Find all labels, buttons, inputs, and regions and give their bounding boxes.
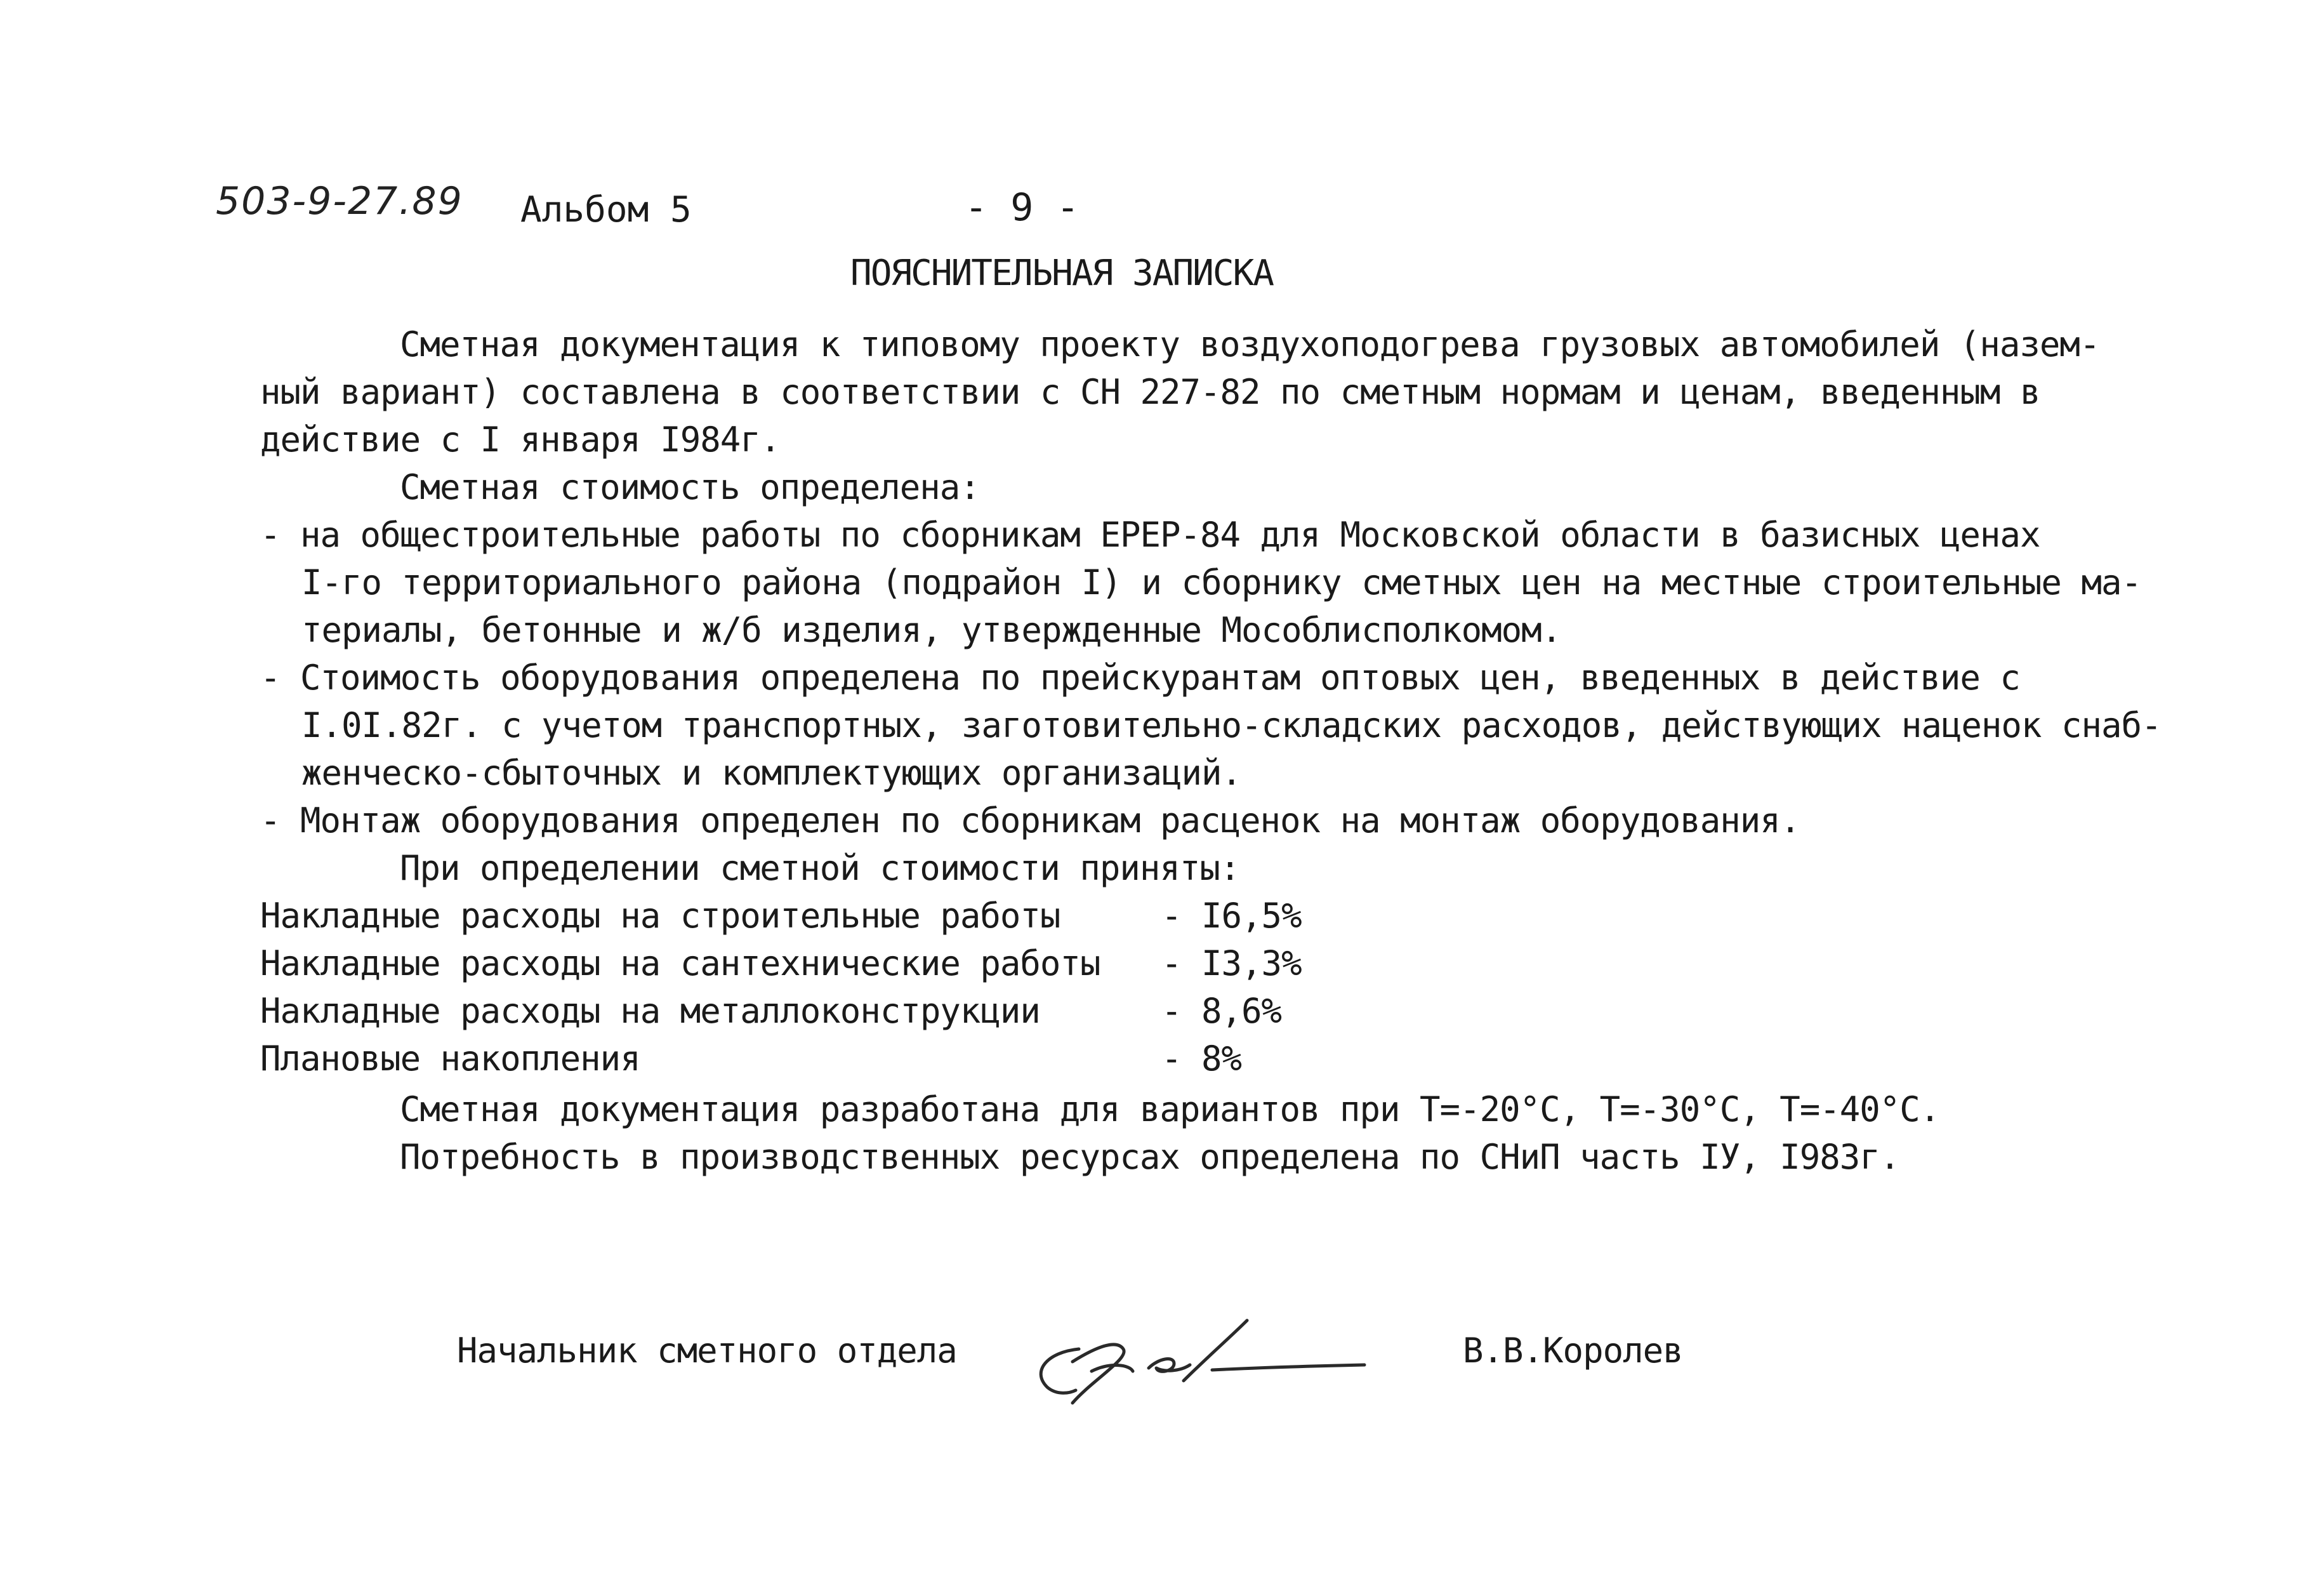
signatory-name: В.В.Королев <box>1463 1331 1683 1371</box>
paragraph-line: ный вариант) составлена в соответствии с СН 227-82 по сметным нормам и ценам, введенным в <box>260 372 2040 412</box>
paragraph-line: Сметная документация к типовому проекту воздухоподогрева грузовых автомобилей (назем- <box>400 324 2100 364</box>
paragraph-line: I-го территориального района (подрайон I) и сборнику сметных цен на местные строительные ма- <box>301 562 2141 602</box>
rate-value: - 8% <box>1161 1039 1242 1079</box>
paragraph-line: Сметная документация разработана для вариантов при Т=-20°С, Т=-30°С, Т=-40°С. <box>400 1089 1940 1129</box>
rate-value: - I6,5% <box>1161 896 1302 936</box>
paragraph-line: I.0I.82г. с учетом транспортных, заготовительно-складских расходов, действующих наценок снаб- <box>301 705 2162 745</box>
page-title: ПОЯСНИТЕЛЬНАЯ ЗАПИСКА <box>850 253 1274 294</box>
rate-label: Плановые накопления <box>260 1039 640 1079</box>
document-code: 503-9-27.89 <box>216 179 463 223</box>
paragraph-line: териалы, бетонные и ж/б изделия, утвержденные Мособлисполкомом. <box>301 610 1562 650</box>
paragraph-line: При определении сметной стоимости приняты: <box>400 848 1240 888</box>
rate-label: Накладные расходы на металлоконструкции <box>260 991 1040 1031</box>
rate-value: - I3,3% <box>1161 943 1302 983</box>
list-item: - Стоимость оборудования определена по прейскурантам оптовых цен, введенных в действие с <box>260 658 2020 698</box>
album-label: Альбом 5 <box>520 189 692 230</box>
list-item: - на общестроительные работы по сборникам ЕРЕР-84 для Московской области в базисных ценах <box>260 515 2040 555</box>
paragraph-line: действие с I января I984г. <box>260 420 781 460</box>
signatory-position: Начальник сметного отдела <box>457 1331 957 1371</box>
list-item: - Монтаж оборудования определен по сборникам расценок на монтаж оборудования. <box>260 801 1800 841</box>
paragraph-line: женческо-сбыточных и комплектующих организаций. <box>301 753 1242 793</box>
handwritten-signature <box>1022 1301 1390 1409</box>
rate-label: Накладные расходы на сантехнические работы <box>260 943 1100 983</box>
paragraph-line: Потребность в производственных ресурсах определена по СНиП часть IУ, I983г. <box>400 1137 1900 1177</box>
rate-label: Накладные расходы на строительные работы <box>260 896 1060 936</box>
rate-value: - 8,6% <box>1161 991 1282 1031</box>
paragraph-line: Сметная стоимость определена: <box>400 467 980 507</box>
page-number: - 9 - <box>965 185 1079 230</box>
